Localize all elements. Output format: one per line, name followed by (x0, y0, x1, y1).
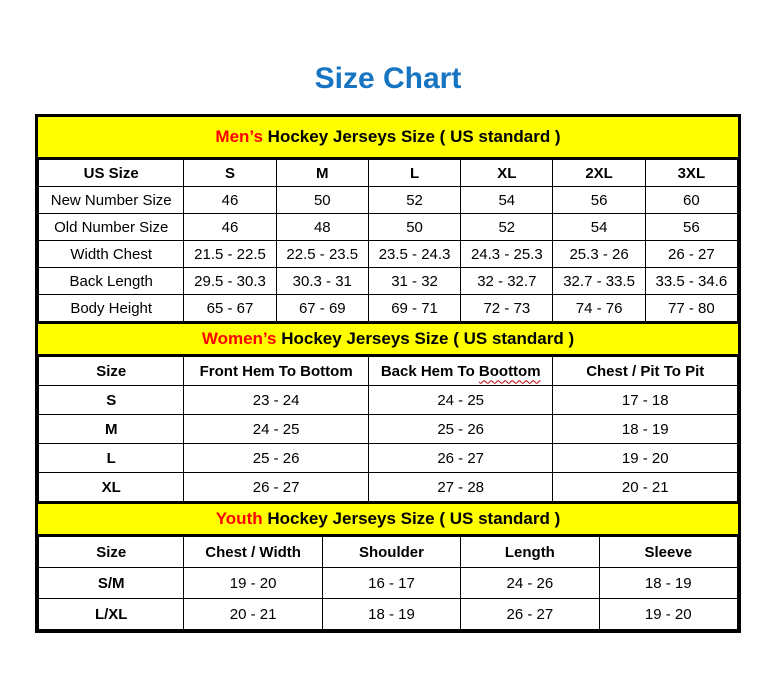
mens-row-label: Old Number Size (39, 214, 184, 241)
mens-col-header-text: M (316, 164, 329, 182)
mens-col-header (184, 160, 276, 187)
banner-womens-rest: Hockey Jerseys Size ( US standard ) (276, 329, 575, 348)
youth-col-header-text: Size (96, 543, 127, 561)
womens-cell: 24 - 25 (184, 415, 369, 444)
mens-cell: 54 (553, 214, 645, 241)
mens-cell: 29.5 - 30.3 (184, 268, 276, 295)
womens-row-label: M (39, 415, 184, 444)
womens-row (39, 415, 738, 444)
womens-row (39, 444, 738, 473)
womens-cell: 20 - 21 (553, 473, 738, 502)
womens-cell: 23 - 24 (184, 386, 369, 415)
mens-cell: 56 (645, 214, 737, 241)
mens-cell: 54 (461, 187, 553, 214)
youth-col-header-text: Shoulder (358, 543, 424, 561)
womens-row (39, 386, 738, 415)
banner-womens (38, 322, 738, 356)
banner-youth-highlight: Youth (215, 509, 263, 528)
womens-cell: 26 - 27 (184, 473, 369, 502)
mens-row (39, 241, 738, 268)
womens-row-label: L (39, 444, 184, 473)
mens-cell: 46 (184, 214, 276, 241)
banner-youth-rest: Hockey Jerseys Size ( US standard ) (262, 509, 561, 528)
mens-col-header-text: S (225, 164, 236, 182)
youth-row (39, 599, 738, 630)
mens-row-label: Back Length (39, 268, 184, 295)
mens-cell: 26 - 27 (645, 241, 737, 268)
mens-header-row (39, 160, 738, 187)
youth-col-header (599, 537, 737, 568)
mens-cell: 74 - 76 (553, 295, 645, 322)
youth-col-header-text: Chest / Width (205, 543, 301, 561)
section-youth (38, 502, 738, 630)
youth-row-label: S/M (39, 568, 184, 599)
youth-col-header (39, 537, 184, 568)
mens-cell: 50 (368, 214, 460, 241)
mens-cell: 25.3 - 26 (553, 241, 645, 268)
mens-cell: 52 (461, 214, 553, 241)
youth-col-header-text: Sleeve (644, 543, 693, 561)
mens-cell: 50 (276, 187, 368, 214)
mens-cell: 33.5 - 34.6 (645, 268, 737, 295)
womens-col-header (184, 357, 369, 386)
womens-cell: 19 - 20 (553, 444, 738, 473)
mens-col-header-text: XL (497, 164, 517, 182)
womens-col-header-text: Chest / Pit To Pit (586, 362, 705, 380)
mens-cell: 48 (276, 214, 368, 241)
mens-col-header (368, 160, 460, 187)
womens-cell: 27 - 28 (368, 473, 553, 502)
table-youth (38, 536, 738, 630)
size-chart-table (35, 114, 741, 633)
banner-mens-highlight: Men’s (215, 127, 263, 146)
mens-col-header-text: L (409, 164, 420, 182)
banner-mens (38, 117, 738, 159)
mens-cell: 67 - 69 (276, 295, 368, 322)
mens-cell: 77 - 80 (645, 295, 737, 322)
mens-cell: 23.5 - 24.3 (368, 241, 460, 268)
youth-cell: 19 - 20 (184, 568, 322, 599)
youth-cell: 26 - 27 (461, 599, 599, 630)
mens-cell: 46 (184, 187, 276, 214)
womens-row-label: XL (39, 473, 184, 502)
youth-cell: 18 - 19 (599, 568, 737, 599)
mens-cell: 52 (368, 187, 460, 214)
youth-cell: 24 - 26 (461, 568, 599, 599)
womens-col-header-text: Back Hem To (380, 362, 479, 380)
mens-cell: 60 (645, 187, 737, 214)
mens-row (39, 214, 738, 241)
mens-col-header (39, 160, 184, 187)
mens-cell: 24.3 - 25.3 (461, 241, 553, 268)
mens-cell: 30.3 - 31 (276, 268, 368, 295)
womens-col-header (368, 357, 553, 386)
misspelled-word: Boottom (478, 362, 541, 380)
mens-cell: 21.5 - 22.5 (184, 241, 276, 268)
womens-cell: 24 - 25 (368, 386, 553, 415)
womens-row-label: S (39, 386, 184, 415)
womens-col-header-text: Size (96, 362, 127, 380)
womens-row (39, 473, 738, 502)
womens-cell: 26 - 27 (368, 444, 553, 473)
youth-cell: 20 - 21 (184, 599, 322, 630)
womens-cell: 18 - 19 (553, 415, 738, 444)
mens-col-header (645, 160, 737, 187)
section-womens (38, 322, 738, 502)
mens-row-label: Width Chest (39, 241, 184, 268)
banner-mens-rest: Hockey Jerseys Size ( US standard ) (262, 127, 561, 146)
mens-cell: 22.5 - 23.5 (276, 241, 368, 268)
youth-cell: 19 - 20 (599, 599, 737, 630)
page-title: Size Chart (314, 62, 462, 95)
mens-row (39, 187, 738, 214)
youth-cell: 18 - 19 (322, 599, 460, 630)
table-mens (38, 159, 738, 322)
banner-youth (38, 502, 738, 536)
mens-cell: 31 - 32 (368, 268, 460, 295)
womens-col-header (39, 357, 184, 386)
youth-cell: 16 - 17 (322, 568, 460, 599)
womens-header-row (39, 357, 738, 386)
mens-col-header (461, 160, 553, 187)
table-womens (38, 356, 738, 502)
mens-cell: 56 (553, 187, 645, 214)
mens-cell: 65 - 67 (184, 295, 276, 322)
youth-col-header-text: Length (504, 543, 555, 561)
youth-col-header (322, 537, 460, 568)
mens-col-header-text: 3XL (677, 164, 706, 182)
youth-col-header (184, 537, 322, 568)
mens-col-header-text: 2XL (585, 164, 613, 182)
mens-col-header (276, 160, 368, 187)
womens-cell: 25 - 26 (184, 444, 369, 473)
youth-col-header (461, 537, 599, 568)
mens-col-header-text: US Size (83, 164, 139, 182)
womens-cell: 17 - 18 (553, 386, 738, 415)
mens-row-label: Body Height (39, 295, 184, 322)
mens-cell: 32.7 - 33.5 (553, 268, 645, 295)
womens-col-header-text: Front Hem To Bottom (199, 362, 353, 380)
womens-col-header (553, 357, 738, 386)
mens-cell: 72 - 73 (461, 295, 553, 322)
banner-womens-highlight: Women’s (201, 329, 277, 348)
mens-row (39, 295, 738, 322)
mens-cell: 32 - 32.7 (461, 268, 553, 295)
youth-header-row (39, 537, 738, 568)
section-mens (38, 117, 738, 322)
mens-row (39, 268, 738, 295)
womens-cell: 25 - 26 (368, 415, 553, 444)
mens-row-label: New Number Size (39, 187, 184, 214)
mens-cell: 69 - 71 (368, 295, 460, 322)
mens-col-header (553, 160, 645, 187)
youth-row-label: L/XL (39, 599, 184, 630)
youth-row (39, 568, 738, 599)
